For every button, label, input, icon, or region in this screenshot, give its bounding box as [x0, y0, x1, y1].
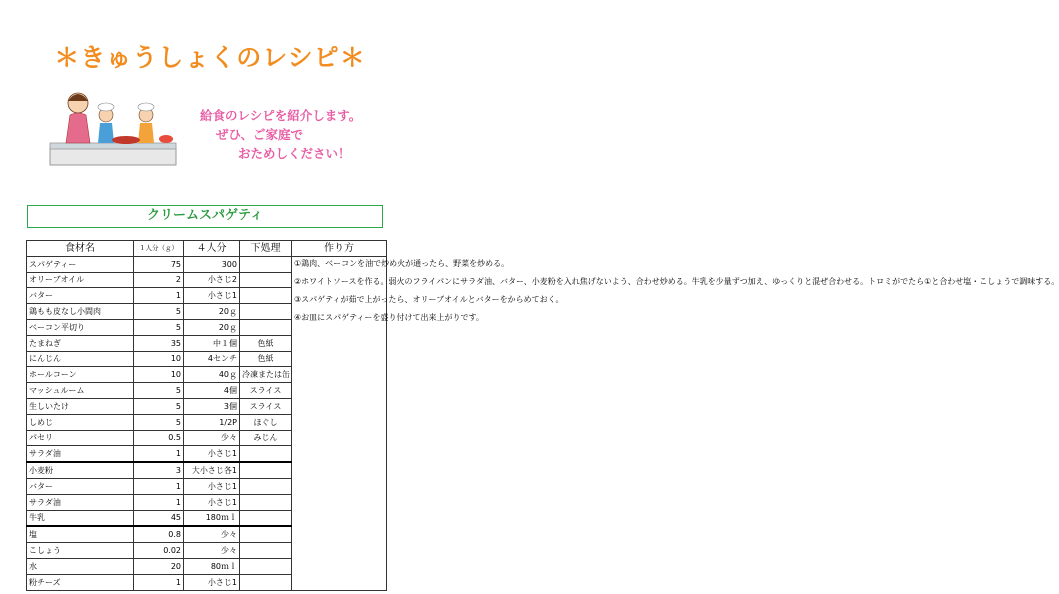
- per-person-amount: 5: [134, 304, 184, 320]
- four-people-amount: 4センチ: [184, 351, 240, 367]
- ingredient-name: 生しいたけ: [27, 398, 134, 414]
- prep-note: [240, 510, 292, 526]
- per-person-amount: 1: [134, 494, 184, 510]
- four-people-amount: 小さじ1: [184, 288, 240, 304]
- per-person-amount: 5: [134, 383, 184, 399]
- four-people-amount: 少々: [184, 430, 240, 446]
- col-prep: 下処理: [240, 241, 292, 257]
- ingredient-name: バター: [27, 478, 134, 494]
- ingredient-name: ホールコーン: [27, 367, 134, 383]
- four-people-amount: 小さじ1: [184, 574, 240, 590]
- prep-note: みじん: [240, 430, 292, 446]
- prep-note: [240, 478, 292, 494]
- page-title: [0, 38, 420, 74]
- ingredient-name: パセリ: [27, 430, 134, 446]
- step-text: ①鶏肉、ベーコンを油で炒め火が通ったら、野菜を炒める。: [294, 258, 510, 268]
- ingredient-name: オリーブオイル: [27, 272, 134, 288]
- prep-note: [240, 304, 292, 320]
- per-person-amount: 45: [134, 510, 184, 526]
- per-person-amount: 10: [134, 351, 184, 367]
- per-person-amount: 1: [134, 574, 184, 590]
- ingredient-name: 小麦粉: [27, 462, 134, 478]
- table-row: [27, 256, 387, 272]
- per-person-amount: 5: [134, 398, 184, 414]
- ingredient-name: ベーコン平切り: [27, 319, 134, 335]
- prep-note: 色紙: [240, 335, 292, 351]
- ingredient-name: 水: [27, 558, 134, 574]
- four-people-amount: 80ｍｌ: [184, 558, 240, 574]
- prep-note: スライス: [240, 383, 292, 399]
- col-ingredient: 食材名: [27, 241, 134, 257]
- four-people-amount: 小さじ1: [184, 446, 240, 462]
- message-line: おためしください！: [238, 146, 351, 161]
- prep-note: [240, 272, 292, 288]
- per-person-amount: 10: [134, 367, 184, 383]
- ingredient-name: にんじん: [27, 351, 134, 367]
- four-people-amount: 40ｇ: [184, 367, 240, 383]
- four-people-amount: 20ｇ: [184, 304, 240, 320]
- prep-note: スライス: [240, 398, 292, 414]
- per-person-amount: 5: [134, 414, 184, 430]
- message-line: ぜひ、ご家庭で: [216, 127, 304, 142]
- ingredient-name: サラダ油: [27, 446, 134, 462]
- four-people-amount: 4個: [184, 383, 240, 399]
- ingredient-name: 塩: [27, 526, 134, 542]
- message-line: 給食のレシピを紹介します。: [200, 108, 362, 123]
- four-people-amount: 中１個: [184, 335, 240, 351]
- per-person-amount: 3: [134, 462, 184, 478]
- ingredient-name: バター: [27, 288, 134, 304]
- prep-note: [240, 543, 292, 559]
- per-person-amount: 75: [134, 256, 184, 272]
- title-text: きゅうしょくのレシピ: [80, 43, 340, 72]
- four-people-amount: 大小さじ各1: [184, 462, 240, 478]
- per-person-amount: 1: [134, 446, 184, 462]
- per-person-amount: 0.02: [134, 543, 184, 559]
- prep-note: [240, 494, 292, 510]
- four-people-amount: 20ｇ: [184, 319, 240, 335]
- cooking-family-illustration: [48, 85, 178, 167]
- per-person-amount: 20: [134, 558, 184, 574]
- ingredient-name: こしょう: [27, 543, 134, 559]
- prep-note: 冷凍または缶: [240, 367, 292, 383]
- per-person-amount: 5: [134, 319, 184, 335]
- ingredient-name: 鶏もも皮なし小間肉: [27, 304, 134, 320]
- table-header-row: [27, 241, 387, 257]
- prep-note: ほぐし: [240, 414, 292, 430]
- ingredient-name: 牛乳: [27, 510, 134, 526]
- four-people-amount: 1/2P: [184, 414, 240, 430]
- per-person-amount: 35: [134, 335, 184, 351]
- col-method: 作り方: [292, 241, 387, 257]
- four-people-amount: 小さじ1: [184, 494, 240, 510]
- ingredient-name: たまねぎ: [27, 335, 134, 351]
- four-people-amount: 300: [184, 256, 240, 272]
- recipe-table: [26, 240, 1059, 591]
- four-people-amount: 少々: [184, 543, 240, 559]
- ingredient-name: サラダ油: [27, 494, 134, 510]
- prep-note: 色紙: [240, 351, 292, 367]
- four-people-amount: 小さじ1: [184, 478, 240, 494]
- four-people-amount: 3個: [184, 398, 240, 414]
- four-people-amount: 180ｍｌ: [184, 510, 240, 526]
- per-person-amount: 0.8: [134, 526, 184, 542]
- ingredient-name: マッシュルーム: [27, 383, 134, 399]
- star-right-icon: ＊: [339, 43, 366, 72]
- dish-name-banner: クリームスパゲティ: [27, 205, 383, 228]
- star-left-icon: ＊: [54, 43, 81, 72]
- ingredient-name: スパゲティー: [27, 256, 134, 272]
- step-text: ③スパゲティが茹で上がったら、オリーブオイルとバターをからめておく。: [294, 294, 564, 304]
- prep-note: [240, 256, 292, 272]
- per-person-amount: 2: [134, 272, 184, 288]
- prep-note: [240, 558, 292, 574]
- step-text: ②ホワイトソースを作る。弱火のフライパンにサラダ油、バター、小麦粉を入れ焦げないよう、合わせ炒める。牛乳を少量ずつ加え、ゆっくりと混ぜ合わせる。トロミがでたら①と合わせ塩・こしょうで調味する。: [294, 276, 1059, 286]
- prep-note: [240, 319, 292, 335]
- welcome-message: [200, 106, 400, 163]
- col-four-people: ４人分: [184, 241, 240, 257]
- four-people-amount: 小さじ2: [184, 272, 240, 288]
- step-text: ④お皿にスパゲティーを盛り付けて出来上がりです。: [294, 312, 484, 322]
- prep-note: [240, 462, 292, 478]
- ingredient-name: しめじ: [27, 414, 134, 430]
- prep-note: [240, 288, 292, 304]
- per-person-amount: 0.5: [134, 430, 184, 446]
- col-per-person: １人分（ｇ）: [134, 241, 184, 257]
- prep-note: [240, 446, 292, 462]
- four-people-amount: 少々: [184, 526, 240, 542]
- prep-note: [240, 574, 292, 590]
- method-steps: [292, 256, 1059, 590]
- prep-note: [240, 526, 292, 542]
- per-person-amount: 1: [134, 478, 184, 494]
- per-person-amount: 1: [134, 288, 184, 304]
- ingredient-name: 粉チーズ: [27, 574, 134, 590]
